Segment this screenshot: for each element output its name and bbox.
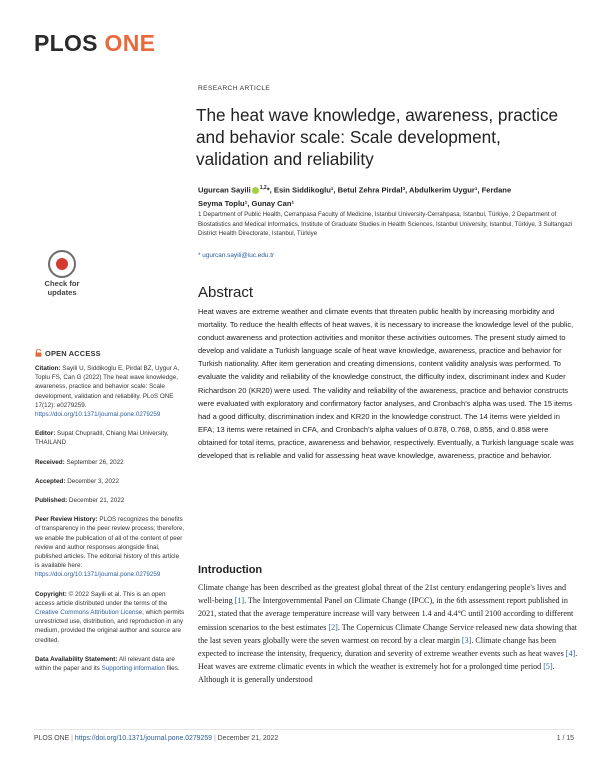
affiliations: 1 Department of Public Health, Cerrahpasa Faculty of Medicine, Istanbul University-Cerrahpasa, Istanbul, Türkiye, 2 Department of Biostatistics and Medical Informatics, Institute of Graduate Studies in Health Sciences, Istanbul University, Istanbul, Türkiye, 3 Sultangazi District Health Directorate, Istanbul, Türkiye bbox=[198, 211, 573, 238]
footer-left: PLOS ONE | https://doi.org/10.1371/journal.pone.0279259 | December 21, 2022 bbox=[34, 735, 279, 742]
corresponding-email[interactable]: * ugurcan.sayili@iuc.edu.tr bbox=[198, 252, 275, 259]
logo-one-text: ONE bbox=[97, 30, 156, 56]
crossmark-icon bbox=[48, 250, 76, 278]
footer-journal: PLOS ONE bbox=[34, 735, 70, 742]
article-type: RESEARCH ARTICLE bbox=[198, 85, 271, 92]
orcid-icon[interactable] bbox=[252, 187, 259, 194]
reference-link[interactable]: [5] bbox=[543, 662, 553, 672]
introduction-heading: Introduction bbox=[198, 564, 263, 576]
published-block: Published: December 21, 2022 bbox=[35, 497, 125, 505]
check-for-updates-label: Check for updates bbox=[44, 279, 80, 297]
accepted-block: Accepted: December 3, 2022 bbox=[35, 477, 120, 485]
license-link[interactable]: Creative Commons Attribution License bbox=[35, 609, 143, 617]
peer-review-block: Peer Review History: PLOS recognizes the benefits of transparency in the peer review process; therefore, we enable the publication of all of the content of peer review and author responses alongside final, published articles. The editorial history of this article is available here: https://doi.org/10.1371/journal.pone.0279259 bbox=[35, 516, 185, 579]
received-block: Received: September 26, 2022 bbox=[35, 458, 124, 466]
footer-date: December 21, 2022 bbox=[217, 735, 279, 742]
author-list-line2: Seyma Toplu¹, Gunay Can¹ bbox=[198, 198, 295, 208]
abstract-heading: Abstract bbox=[198, 284, 254, 301]
citation-block: Citation: Sayili U, Siddikoglu E, Pirdal BZ, Uygur A, Toplu FS, Can G (2022) The heat wave knowledge, awareness, practice and behavior scale: Scale development, validation and reliability. PLoS ONE 17(12): e0279259. https://doi.org/10.1371/journal.pone.0279259 bbox=[35, 365, 180, 419]
article-title: The heat wave knowledge, awareness, practice and behavior scale: Scale development, validation and reliability bbox=[196, 105, 559, 169]
logo-plos-text: PLOS bbox=[34, 30, 98, 56]
check-for-updates-badge[interactable] bbox=[36, 246, 88, 298]
reference-link[interactable]: [1] bbox=[234, 596, 245, 606]
open-lock-icon bbox=[35, 349, 42, 357]
footer-doi-link[interactable]: https://doi.org/10.1371/journal.pone.0279259 bbox=[74, 735, 213, 742]
footer-divider bbox=[34, 729, 574, 730]
abstract-text: Heat waves are extreme weather and climate events that threaten public health by increasing morbidity and mortality. To reduce the health effects of heat waves, it is necessary to increase the knowledge level of the public, conduct awareness and protection activities and monitor these activities outcomes. The present study aimed to develop and validate a Turkish language scale of heat wave knowledge, awareness, practice and behavior for Turkish nationality. After item generation and creating dimensions, content validity analysis was performed. To evaluate the validity and reliability of the knowledge construct, the difficulty index, discriminant index and Kuder Richardson 20 (KR20) were used. The validity and reliability of the awareness, practice and behavior constructs were evaluated with exploratory and confirmatory factor analyses, and Cronbach's alpha was used. The 15 items had a good difficulty, discrimination index and KR20 in the knowledge construct. The 14 items were yielded in EFA; 13 items were retained in CFA, and Cronbach's alpha values of 0.878, 0.768, 0.855, and 0.858 were obtained for total items, practice, awareness and behavior, respectively. Eventually, a Turkish language scale was developed that is reliable and valid for assessing heat wave knowledge, awareness, practice and behavior. bbox=[198, 307, 574, 461]
supporting-info-link[interactable]: Supporting information bbox=[101, 665, 165, 673]
author-first-affil: 1,2 bbox=[259, 185, 267, 191]
reference-link[interactable]: [4] bbox=[565, 649, 576, 659]
page-number: 1 / 15 bbox=[556, 735, 574, 742]
reference-link[interactable]: [2] bbox=[328, 622, 338, 632]
peer-review-link[interactable]: https://doi.org/10.1371/journal.pone.0279259 bbox=[35, 571, 161, 579]
open-access-label: OPEN ACCESS bbox=[35, 349, 101, 358]
citation-doi-link[interactable]: https://doi.org/10.1371/journal.pone.0279259 bbox=[35, 411, 161, 419]
reference-link[interactable]: [3] bbox=[461, 635, 472, 645]
introduction-text: Climate change has been described as the greatest global threat of the 21st century endangering people's lives and well-being [1]. The Intergovernmental Panel on Climate Change (IPCC), in the 6th assessment report published in 2021, stated that the average temperature increase will vary between 1.4 and 4.4°C until 2100 according to different emission scenarios to the best estimates [2]. The Copernicus Climate Change Service released new data showing that the last seven years globally were the seven warmest on record by a clear margin [3]. Climate change has been expected to increase the intensity, frequency, duration and severity of extreme weather events such as heat waves [4]. Heat waves are extreme climatic events in which the weather is extremely hot for a prolonged time period [5]. Although it is generally understood bbox=[198, 583, 578, 685]
journal-logo[interactable] bbox=[34, 30, 155, 57]
copyright-block: Copyright: © 2022 Sayili et al. This is an open access article distributed under the terms of the Creative Commons Attribution License, which permits unrestricted use, distribution, and reproduction in any medium, provided the original author and source are credited. bbox=[35, 590, 185, 644]
editor-block: Editor: Supat Chupradit, Chiang Mai University, THAILAND bbox=[35, 430, 169, 447]
data-availability-block: Data Availability Statement: All relevant data are within the paper and its Supporting information files. bbox=[35, 655, 180, 673]
author-list bbox=[198, 182, 578, 210]
article-info-sidebar bbox=[35, 364, 185, 683]
author-list-rest: *, Esin Siddikoglu¹, Betul Zehra Pirdal³, Abdulkerim Uygur¹, Ferdane bbox=[266, 185, 512, 195]
author-first[interactable]: Ugurcan Sayili bbox=[198, 185, 251, 195]
